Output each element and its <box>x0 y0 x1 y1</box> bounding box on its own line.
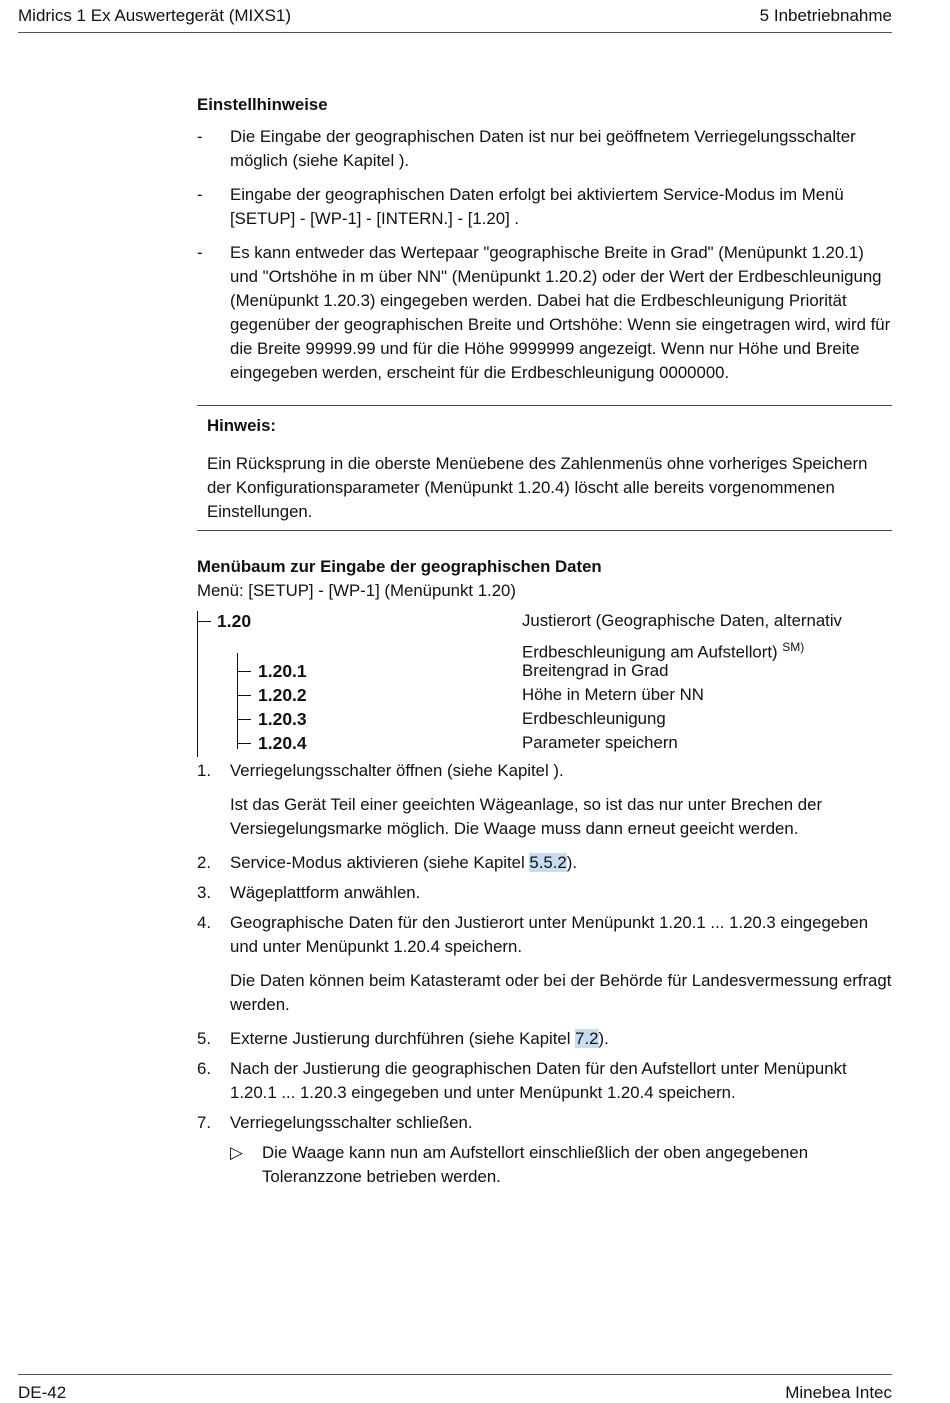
menu-tree-item <box>197 707 892 731</box>
step-item <box>197 1027 892 1051</box>
step-detail: Ist das Gerät Teil einer geeichten Wägeanlage, so ist das nur unter Brechen der Versiegelungsmarke möglich. Die Waage muss dann erneut geeicht werden. <box>230 795 823 838</box>
note-box <box>197 405 892 531</box>
step-text: Service-Modus aktivieren (siehe Kapitel 5.5.2). <box>230 853 577 872</box>
dash-marker: - <box>197 243 203 262</box>
menu-tree-root-desc <box>197 635 892 662</box>
result-arrow-icon: ▷ <box>230 1143 243 1162</box>
list-item-text: Es kann entweder das Wertepaar "geographische Breite in Grad" (Menüpunkt 1.20.1) und "Ortshöhe in m über NN" (Menüpunkt 1.20.2) oder der Wert der Erdbeschleunigung (Menüpunkt 1.20.3) eingegeben werden. Dabei hat die Erdbeschleunigung Priorität gegenüber der geographischen Breite und Ortshöhe: Wenn sie eingetragen wird, wird für die Breite 99999.99 und für die Höhe 9999999 angezeigt. Wenn nur Höhe und Breite eingegeben werden, erscheint für die Erdbeschleunigung 0000000. <box>230 243 891 382</box>
menu-tree <box>197 609 892 757</box>
menu-desc: Erdbeschleunigung am Aufstellort) $^{SM)}$ <box>522 640 805 662</box>
company-name: Minebea Intec <box>785 1383 892 1402</box>
list-item-text: Eingabe der geographischen Daten erfolgt bei aktiviertem Service-Modus im Menü [SETUP] - [WP-1] - [INTERN.] - [1.20] . <box>230 185 844 228</box>
menu-code: 1.20.4 <box>258 733 307 753</box>
step-item <box>197 881 892 905</box>
tree-branch <box>237 719 251 720</box>
menu-code: 1.20.3 <box>258 709 307 729</box>
page-footer <box>18 1374 892 1402</box>
step-text: Verriegelungsschalter schließen. <box>230 1113 473 1132</box>
chapter-link[interactable]: 7.2 <box>575 1029 599 1048</box>
menu-path: Menü: [SETUP] - [WP-1] (Menüpunkt 1.20) <box>197 581 516 600</box>
list-item <box>197 125 892 173</box>
menu-desc: Erdbeschleunigung <box>522 709 666 728</box>
menu-desc: Parameter speichern <box>522 733 678 752</box>
page-number: DE-42 <box>18 1383 67 1402</box>
settings-notes-list <box>197 125 892 385</box>
step-text: Nach der Justierung die geographischen Daten für den Aufstellort unter Menüpunkt 1.20.1 ... 1.20.3 eingegeben und unter Menüpunkt 1.20.4 speichern. <box>230 1059 847 1102</box>
list-item <box>197 241 892 385</box>
menu-tree-root <box>197 609 892 633</box>
menu-desc: Justierort (Geographische Daten, alternativ <box>522 611 842 630</box>
step-number: 4. <box>197 913 211 932</box>
tree-branch <box>237 695 251 696</box>
step-text: Verriegelungsschalter öffnen (siehe Kapitel ). <box>230 761 564 780</box>
step-number: 3. <box>197 883 211 902</box>
note-title: Hinweis: <box>207 416 277 435</box>
menu-code: 1.20 <box>217 611 252 631</box>
step-number: 6. <box>197 1059 211 1078</box>
step-detail: Die Daten können beim Katasteramt oder bei der Behörde für Landesvermessung erfragt werden. <box>230 971 892 1014</box>
header-chapter-title: 5 Inbetriebnahme <box>759 6 892 25</box>
list-item <box>197 183 892 231</box>
menu-code: 1.20.1 <box>258 661 307 681</box>
step-number: 2. <box>197 853 211 872</box>
list-item-text: Die Eingabe der geographischen Daten ist nur bei geöffnetem Verriegelungsschalter möglich (siehe Kapitel ). <box>230 127 856 170</box>
step-number: 5. <box>197 1029 211 1048</box>
step-text: Externe Justierung durchführen (siehe Kapitel 7.2). <box>230 1029 609 1048</box>
step-number: 7. <box>197 1113 211 1132</box>
tree-branch <box>237 743 251 744</box>
menu-tree-item <box>197 683 892 707</box>
step-item <box>197 1111 892 1189</box>
header-document-title: Midrics 1 Ex Auswertegerät (MIXS1) <box>18 6 292 25</box>
menu-desc: Breitengrad in Grad <box>522 661 669 680</box>
tree-branch <box>237 671 251 672</box>
dash-marker: - <box>197 185 203 204</box>
step-text: Wägeplattform anwählen. <box>230 883 421 902</box>
result-text: Die Waage kann nun am Aufstellort einschließlich der oben angegebenen Toleranzzone betrieben werden. <box>262 1143 809 1186</box>
menu-code: 1.20.2 <box>258 685 307 705</box>
menu-desc: Höhe in Metern über NN <box>522 685 704 704</box>
step-item <box>197 1057 892 1105</box>
page-content <box>197 93 892 1195</box>
section-heading: Einstellhinweise <box>197 95 328 114</box>
page-header <box>18 4 892 33</box>
step-text: Geographische Daten für den Justierort unter Menüpunkt 1.20.1 ... 1.20.3 eingegeben und unter Menüpunkt 1.20.4 speichern. <box>230 913 869 956</box>
step-item <box>197 911 892 1017</box>
procedure-steps <box>197 759 892 1189</box>
note-text: Ein Rücksprung in die oberste Menüebene des Zahlenmenüs ohne vorheriges Speichern der Konfigurationsparameter (Menüpunkt 1.20.4) löscht alle bereits vorgenommenen Einstellungen. <box>207 454 868 521</box>
menu-tree-item <box>197 659 892 683</box>
chapter-link[interactable]: 5.5.2 <box>529 853 567 872</box>
dash-marker: - <box>197 127 203 146</box>
menu-tree-heading: Menübaum zur Eingabe der geographischen Daten <box>197 557 602 576</box>
menu-tree-item <box>197 731 892 755</box>
tree-branch <box>197 621 211 622</box>
step-number: 1. <box>197 761 211 780</box>
step-item <box>197 759 892 841</box>
service-mode-marker: SM) <box>782 640 805 654</box>
step-result <box>230 1141 892 1189</box>
step-item <box>197 851 892 875</box>
